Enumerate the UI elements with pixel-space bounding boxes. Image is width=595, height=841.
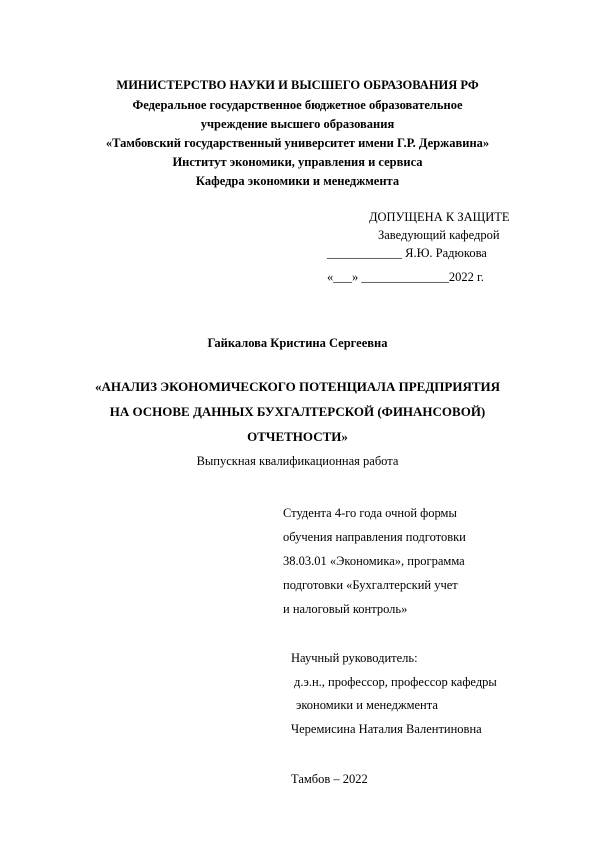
approval-title: ДОПУЩЕНА К ЗАЩИТЕ [369, 210, 510, 224]
ministry-name: МИНИСТЕРСТВО НАУКИ И ВЫСШЕГО ОБРАЗОВАНИЯ РФ [116, 78, 479, 92]
institution-type-line-2: учреждение высшего образования [200, 117, 395, 131]
work-type: Выпускная квалификационная работа [196, 454, 399, 468]
work-title-line-3: ОТЧЕТНОСТИ» [247, 429, 348, 444]
institute-name: Институт экономики, управления и сервиса [172, 155, 423, 169]
student-line-5: и налоговый контроль» [283, 602, 408, 616]
city-year: Тамбов – 2022 [291, 772, 368, 786]
approval-role: Заведующий кафедрой [378, 228, 500, 242]
department-name: Кафедра экономики и менеджмента [195, 174, 400, 188]
student-line-1: Студента 4-го года очной формы [283, 506, 457, 520]
institution-type-line-1: Федеральное государственное бюджетное образовательное [132, 98, 463, 112]
university-name: «Тамбовский государственный университет имени Г.Р. Державина» [105, 136, 490, 150]
author-name: Гайкалова Кристина Сергеевна [207, 336, 388, 350]
supervisor-name: Черемисина Наталия Валентиновна [291, 722, 482, 736]
approval-date-line: «___» ______________2022 г. [327, 270, 484, 284]
student-line-2: обучения направления подготовки [283, 530, 466, 544]
supervisor-label: Научный руководитель: [291, 651, 418, 665]
student-line-3: 38.03.01 «Экономика», программа [283, 554, 465, 568]
student-line-4: подготовки «Бухгалтерский учет [283, 578, 458, 592]
approval-signature-line: ____________ Я.Ю. Радюкова [327, 246, 487, 260]
supervisor-degree: д.э.н., профессор, профессор кафедры [294, 675, 497, 689]
supervisor-department: экономики и менеджмента [296, 698, 438, 712]
work-title-line-1: «АНАЛИЗ ЭКОНОМИЧЕСКОГО ПОТЕНЦИАЛА ПРЕДПРИЯТИЯ [94, 379, 501, 394]
work-title-line-2: НА ОСНОВЕ ДАННЫХ БУХГАЛТЕРСКОЙ (ФИНАНСОВОЙ) [109, 404, 486, 419]
